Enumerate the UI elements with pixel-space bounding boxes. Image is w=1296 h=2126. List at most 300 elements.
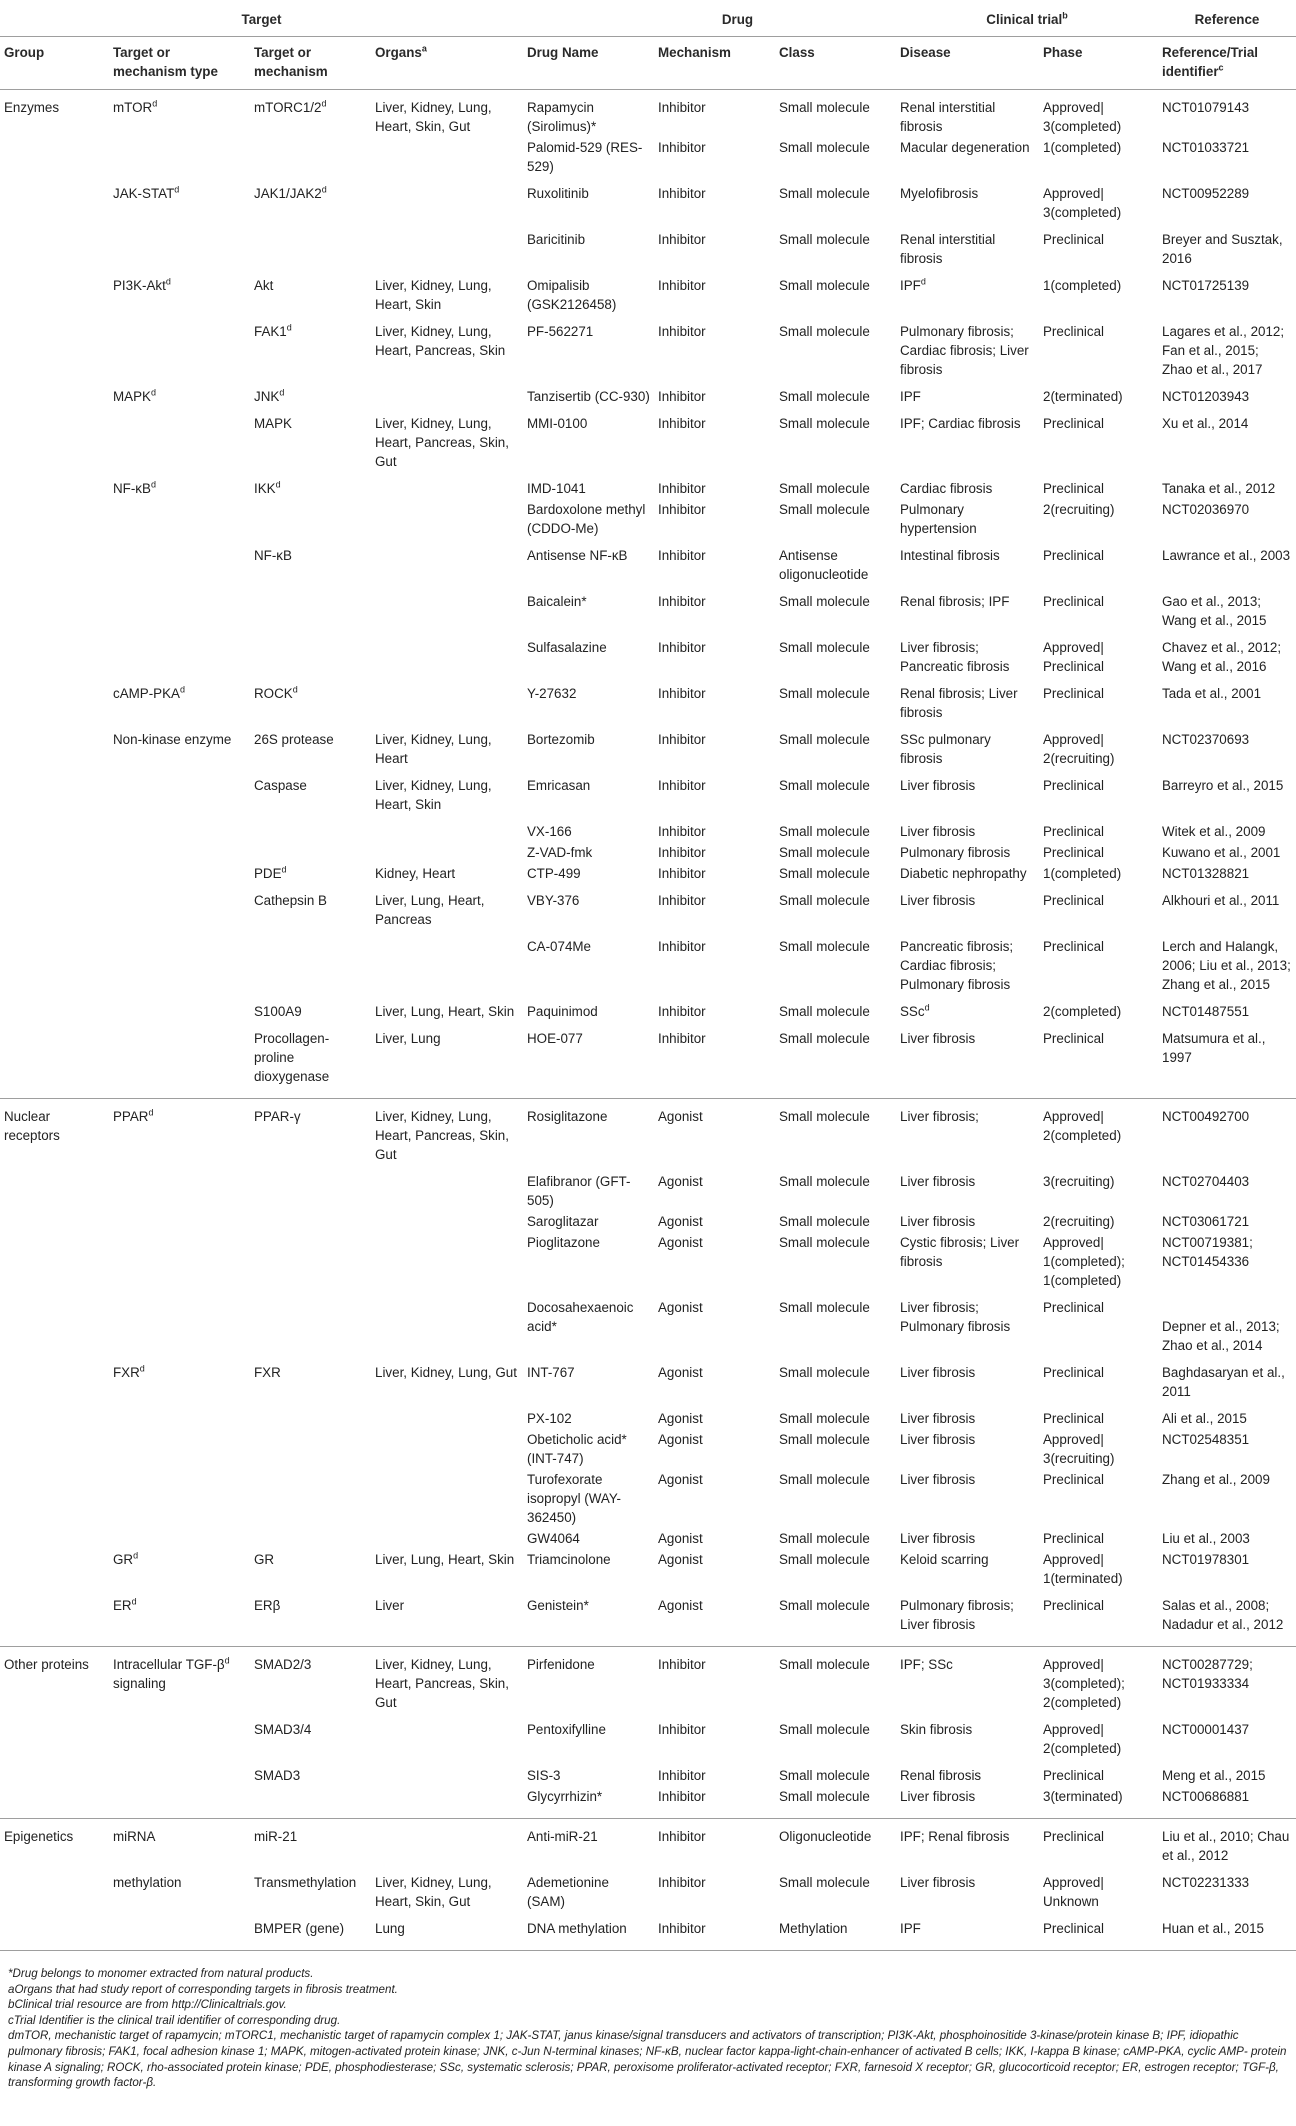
cell-class: Small molecule: [779, 1174, 870, 1189]
table-row: [0, 1865, 1296, 1911]
cell-organs: Liver, Kidney, Lung, Heart, Skin, Gut: [375, 1875, 492, 1909]
cell-organs: Liver, Lung, Heart, Skin: [375, 1004, 515, 1019]
cell-reference: NCT01725139: [1162, 278, 1250, 293]
cell-organs: Liver, Kidney, Lung, Heart, Pancreas, Skin, Gut: [371, 1647, 523, 1713]
cell-class: Small molecule: [779, 939, 870, 954]
col-phase: Phase: [1039, 37, 1158, 90]
cell-class: Small molecule: [779, 893, 870, 908]
cell-organs: [371, 1428, 523, 1468]
cell-drug-mechanism: Inhibitor: [654, 1647, 775, 1713]
cell-phase: 1(completed): [1043, 278, 1122, 293]
cell-phase: Preclinical: [1043, 939, 1105, 954]
cell-class: Small molecule: [779, 1722, 870, 1737]
cell-group: [0, 1468, 109, 1527]
cell-group: [0, 379, 109, 406]
cell-phase: Preclinical: [1043, 778, 1105, 793]
cell-disease: Renal interstitial fibrosis: [900, 232, 996, 266]
cell-phase: Approved| Unknown: [1043, 1875, 1104, 1909]
cell-phase: Preclinical: [1043, 686, 1105, 701]
table-row: [0, 1355, 1296, 1401]
cell-group: [0, 406, 109, 471]
cell-target: mTORC1/2$^d$: [254, 98, 327, 115]
cell-reference: Tanaka et al., 2012: [1162, 481, 1276, 496]
cell-organs: Liver, Kidney, Lung, Heart, Pancreas, Skin, Gut: [375, 416, 509, 469]
cell-organs: Liver, Kidney, Lung, Heart, Skin, Gut: [375, 100, 492, 134]
table-row: [0, 862, 1296, 883]
cell-mechanism-type: miRNA: [109, 1819, 250, 1866]
cell-reference: NCT01978301: [1162, 1552, 1250, 1567]
cell-disease: Renal fibrosis; IPF: [900, 594, 1010, 609]
cell-phase: Preclinical: [1043, 1472, 1105, 1487]
cell-phase: Preclinical: [1039, 1911, 1158, 1951]
cell-class: Small molecule: [779, 416, 870, 431]
cell-drug-name: Tanzisertib (CC-930): [527, 389, 650, 404]
cell-class: Small molecule: [779, 389, 870, 404]
table-row: [0, 268, 1296, 314]
cell-mechanism-type: [109, 1428, 250, 1468]
cell-drug-mechanism: Inhibitor: [654, 1021, 775, 1099]
table-row: [0, 471, 1296, 498]
cell-drug-mechanism: Agonist: [658, 1432, 703, 1447]
cell-phase: Preclinical: [1043, 481, 1105, 496]
cell-drug-name: Pentoxifylline: [527, 1722, 606, 1737]
table-row: [0, 1588, 1296, 1647]
cell-class: Small molecule: [779, 1411, 870, 1426]
table-row: [0, 841, 1296, 862]
cell-target: FAK1$^d$: [254, 322, 292, 339]
cell-phase: Preclinical: [1043, 416, 1105, 431]
cell-class: Small molecule: [779, 866, 870, 881]
cell-drug-name: CA-074Me: [527, 939, 592, 954]
cell-drug-name: Turofexorate isopropyl (WAY-362450): [527, 1472, 622, 1525]
cell-class: Small molecule: [779, 1552, 870, 1567]
cell-reference: Liu et al., 2010; Chau et al., 2012: [1158, 1819, 1296, 1866]
cell-organs: Liver, Kidney, Lung, Heart, Pancreas, Skin, Gut: [371, 1099, 523, 1165]
cell-phase: 2(terminated): [1043, 389, 1123, 404]
cell-drug-mechanism: Inhibitor: [658, 1004, 706, 1019]
cell-class: Small molecule: [779, 1472, 870, 1487]
cell-group: [0, 268, 109, 314]
cell-organs: Liver, Kidney, Lung, Heart, Skin: [375, 278, 492, 312]
cell-disease: IPF: [900, 389, 921, 404]
cell-organs: [371, 1231, 523, 1290]
cell-drug-mechanism: Inhibitor: [658, 389, 706, 404]
cell-disease: IPF; SSc: [896, 1647, 1039, 1713]
cell-class: Small molecule: [779, 100, 870, 115]
cell-phase: Preclinical: [1043, 893, 1105, 908]
cell-target: FXR: [254, 1365, 281, 1380]
cell-reference: Huan et al., 2015: [1158, 1911, 1296, 1951]
cell-class: Methylation: [775, 1911, 896, 1951]
cell-target: SMAD3/4: [254, 1722, 312, 1737]
cell-drug-name: IMD-1041: [527, 481, 586, 496]
cell-mechanism-type: [109, 630, 250, 676]
table-row: [0, 722, 1296, 768]
cell-mechanism-type: [109, 1785, 250, 1819]
cell-reference: Meng et al., 2015: [1162, 1768, 1266, 1783]
header-group-row: [0, 6, 1296, 37]
footnotes: [8, 1966, 1288, 2091]
cell-target: [250, 630, 371, 676]
cell-mechanism-type: cAMP-PKA$^d$: [113, 684, 185, 701]
table-row: [0, 1785, 1296, 1819]
cell-target: [250, 1290, 371, 1355]
cell-reference: Matsumura et al., 1997: [1158, 1021, 1296, 1099]
cell-disease: SSc$^d$: [900, 1002, 930, 1019]
table-row: [0, 676, 1296, 722]
cell-drug-mechanism: Inhibitor: [658, 732, 706, 747]
cell-class: Small molecule: [775, 1021, 896, 1099]
cell-organs: [371, 1712, 523, 1758]
table-row: [0, 1428, 1296, 1468]
cell-reference: Witek et al., 2009: [1162, 824, 1266, 839]
cell-mechanism-type: [109, 883, 250, 929]
cell-drug-mechanism: Inhibitor: [658, 481, 706, 496]
cell-phase: Preclinical: [1043, 548, 1105, 563]
cell-phase: Approved| Preclinical: [1043, 640, 1105, 674]
cell-organs: Liver: [371, 1588, 523, 1647]
cell-organs: [371, 1290, 523, 1355]
cell-organs: [371, 584, 523, 630]
cell-phase: Preclinical: [1043, 1365, 1105, 1380]
cell-group: [0, 768, 109, 814]
cell-drug-name: Pirfenidone: [523, 1647, 654, 1713]
cell-mechanism-type: [109, 222, 250, 268]
cell-organs: [371, 676, 523, 722]
cell-reference: NCT01079143: [1162, 100, 1250, 115]
table-row: [0, 1712, 1296, 1758]
cell-group: [0, 498, 109, 538]
header-column-row: [0, 37, 1296, 90]
cell-drug-mechanism: Inhibitor: [658, 686, 706, 701]
table-row: [0, 994, 1296, 1021]
cell-reference: NCT02231333: [1162, 1875, 1250, 1890]
cell-reference: Liu et al., 2003: [1162, 1531, 1250, 1546]
cell-group: [0, 136, 109, 176]
cell-phase: Preclinical: [1039, 1588, 1158, 1647]
cell-target: Akt: [254, 278, 274, 293]
cell-drug-mechanism: Inhibitor: [658, 1875, 706, 1890]
cell-mechanism-type: [109, 1401, 250, 1428]
cell-phase: Approved| 1(terminated): [1043, 1552, 1123, 1586]
cell-organs: Liver, Kidney, Lung, Heart: [375, 732, 492, 766]
cell-phase: Preclinical: [1043, 845, 1105, 860]
cell-disease: IPF: [896, 1911, 1039, 1951]
cell-mechanism-type: [109, 1758, 250, 1785]
cell-disease: Liver fibrosis: [900, 1472, 976, 1487]
cell-disease: Macular degeneration: [900, 140, 1030, 155]
col-disease: Disease: [896, 37, 1039, 90]
cell-group: [0, 1588, 109, 1647]
cell-drug-name: Rapamycin (Sirolimus)*: [527, 100, 597, 134]
cell-drug-mechanism: Agonist: [658, 1531, 703, 1546]
cell-target: [250, 929, 371, 994]
cell-target: PPAR-γ: [250, 1099, 371, 1165]
cell-drug-name: Triamcinolone: [527, 1552, 611, 1567]
cell-phase: 2(recruiting): [1043, 1214, 1115, 1229]
cell-drug-mechanism: Inhibitor: [658, 1722, 706, 1737]
cell-drug-mechanism: Inhibitor: [654, 1911, 775, 1951]
table-row: [0, 1819, 1296, 1866]
cell-drug-name: Genistein*: [523, 1588, 654, 1647]
cell-drug-mechanism: Agonist: [658, 1365, 703, 1380]
cell-disease: Liver fibrosis; Pancreatic fibrosis: [900, 640, 1010, 674]
cell-target: [250, 1231, 371, 1290]
cell-disease: Pulmonary fibrosis; Cardiac fibrosis; Liver fibrosis: [900, 324, 1029, 377]
table-row: [0, 498, 1296, 538]
cell-disease: Diabetic nephropathy: [900, 866, 1027, 881]
cell-drug-name: DNA methylation: [523, 1911, 654, 1951]
cell-reference: NCT03061721: [1162, 1214, 1250, 1229]
cell-class: Small molecule: [779, 232, 870, 247]
cell-phase: Approved| 2(completed): [1039, 1099, 1158, 1165]
cell-disease: Liver fibrosis: [900, 1411, 976, 1426]
cell-class: Small molecule: [779, 278, 870, 293]
cell-reference: Barreyro et al., 2015: [1162, 778, 1284, 793]
cell-drug-mechanism: Agonist: [654, 1099, 775, 1165]
cell-organs: Liver, Lung: [371, 1021, 523, 1099]
cell-disease: Renal interstitial fibrosis: [900, 100, 996, 134]
cell-class: Small molecule: [779, 1875, 870, 1890]
cell-reference: NCT00287729; NCT01933334: [1158, 1647, 1296, 1713]
cell-reference: NCT02370693: [1162, 732, 1250, 747]
cell-organs: Liver, Kidney, Lung, Heart, Skin: [375, 778, 492, 812]
cell-drug-name: VBY-376: [527, 893, 580, 908]
cell-class: Small molecule: [779, 594, 870, 609]
cell-mechanism-type: [109, 1712, 250, 1758]
cell-drug-mechanism: Agonist: [658, 1472, 703, 1487]
cell-mechanism-type: [109, 1911, 250, 1951]
cell-target: [250, 1401, 371, 1428]
cell-disease: IPF; Renal fibrosis: [896, 1819, 1039, 1866]
cell-target: ERβ: [250, 1588, 371, 1647]
cell-reference: NCT00719381; NCT01454336: [1162, 1235, 1253, 1269]
cell-drug-name: Obeticholic acid* (INT-747): [527, 1432, 627, 1466]
cell-drug-mechanism: Inhibitor: [658, 893, 706, 908]
cell-class: Small molecule: [779, 1300, 870, 1315]
cell-drug-name: Antisense NF-κB: [527, 548, 628, 563]
cell-drug-mechanism: Inhibitor: [658, 548, 706, 563]
cell-drug-mechanism: Inhibitor: [658, 324, 706, 339]
cell-reference: Zhang et al., 2009: [1162, 1472, 1270, 1487]
cell-class: Small molecule: [779, 324, 870, 339]
cell-group: [0, 1428, 109, 1468]
cell-mechanism-type: $ER^d$: [109, 1588, 250, 1647]
cell-reference: NCT01203943: [1162, 389, 1250, 404]
table-row: [0, 136, 1296, 176]
cell-disease: Skin fibrosis: [900, 1722, 973, 1737]
cell-phase: Preclinical: [1039, 1819, 1158, 1866]
cell-target: S100A9: [254, 1004, 302, 1019]
cell-target: [250, 1428, 371, 1468]
cell-drug-mechanism: Inhibitor: [658, 824, 706, 839]
cell-group: [0, 1865, 109, 1911]
cell-group: Epigenetics: [0, 1819, 109, 1866]
cell-phase: 3(terminated): [1039, 1785, 1158, 1819]
cell-mechanism-type: [109, 1210, 250, 1231]
cell-disease: Liver fibrosis: [900, 1365, 976, 1380]
cell-drug-name: Bortezomib: [527, 732, 595, 747]
cell-target: SMAD2/3: [250, 1647, 371, 1713]
table-row: [0, 1468, 1296, 1527]
col-drug-mechanism: Mechanism: [654, 37, 775, 90]
cell-class: Small molecule: [779, 1235, 870, 1250]
cell-mechanism-type: PI3K-Akt$^d$: [113, 276, 171, 293]
cell-target: [250, 136, 371, 176]
cell-class: Small molecule: [779, 640, 870, 655]
cell-disease: Liver fibrosis; Pulmonary fibrosis: [900, 1300, 1011, 1334]
cell-reference: Depner et al., 2013; Zhao et al., 2014: [1162, 1319, 1280, 1353]
cell-group: [0, 222, 109, 268]
cell-group: [0, 1355, 109, 1401]
col-organs: Organs$^a$: [371, 37, 523, 90]
cell-organs: [371, 1758, 523, 1785]
cell-group: [0, 1231, 109, 1290]
table-row: [0, 883, 1296, 929]
cell-phase: Approved| 3(completed); 2(completed): [1039, 1647, 1158, 1713]
cell-reference: Alkhouri et al., 2011: [1162, 893, 1280, 908]
cell-target: [250, 1468, 371, 1527]
cell-drug-mechanism: Inhibitor: [658, 866, 706, 881]
cell-reference: Ali et al., 2015: [1162, 1411, 1247, 1426]
cell-drug-mechanism: Agonist: [658, 1214, 703, 1229]
cell-reference: Xu et al., 2014: [1162, 416, 1249, 431]
cell-group: [0, 722, 109, 768]
cell-group: [0, 1021, 109, 1099]
cell-target: [250, 584, 371, 630]
cell-group: Nuclear receptors: [0, 1099, 109, 1165]
cell-group: Other proteins: [0, 1647, 109, 1713]
cell-drug-name: Emricasan: [527, 778, 591, 793]
cell-disease: Keloid scarring: [900, 1552, 989, 1567]
table-row: [0, 1527, 1296, 1548]
table-row: [0, 1164, 1296, 1210]
cell-disease: Pulmonary fibrosis; Liver fibrosis: [896, 1588, 1039, 1647]
cell-phase: Approved| 3(completed): [1043, 186, 1122, 220]
cell-drug-name: Rosiglitazone: [523, 1099, 654, 1165]
cell-mechanism-type: [109, 1290, 250, 1355]
cell-drug-name: VX-166: [527, 824, 572, 839]
col-group: Group: [0, 37, 109, 90]
cell-class: Small molecule: [779, 1365, 870, 1380]
cell-phase: Preclinical: [1043, 1531, 1105, 1546]
fibrosis-drug-table: [0, 6, 1296, 1951]
cell-drug-mechanism: Agonist: [658, 1174, 703, 1189]
cell-group: [0, 676, 109, 722]
cell-phase: Approved| 2(recruiting): [1043, 732, 1115, 766]
table-row: [0, 1290, 1296, 1355]
cell-phase: 3(recruiting): [1043, 1174, 1115, 1189]
cell-disease: Myelofibrosis: [900, 186, 979, 201]
cell-reference: NCT00001437: [1162, 1722, 1250, 1737]
cell-drug-mechanism: Inhibitor: [658, 232, 706, 247]
cell-target: SMAD3: [254, 1768, 301, 1783]
cell-class: Small molecule: [779, 1432, 870, 1447]
cell-organs: Liver, Kidney, Lung, Gut: [375, 1365, 517, 1380]
table-row: [0, 1021, 1296, 1099]
cell-group: [0, 1290, 109, 1355]
cell-class: Small molecule: [779, 1214, 870, 1229]
cell-reference: Salas et al., 2008; Nadadur et al., 2012: [1158, 1588, 1296, 1647]
cell-organs: [371, 538, 523, 584]
cell-mechanism-type: [109, 584, 250, 630]
cell-reference: Tada et al., 2001: [1162, 686, 1262, 701]
cell-drug-mechanism: Inhibitor: [658, 594, 706, 609]
cell-drug-mechanism: Inhibitor: [658, 502, 706, 517]
cell-organs: [371, 1164, 523, 1210]
cell-group: [0, 1164, 109, 1210]
cell-drug-name: Docosahexaenoic acid*: [527, 1300, 634, 1334]
cell-phase: 2(completed): [1043, 1004, 1122, 1019]
cell-target: 26S protease: [254, 732, 334, 747]
cell-organs: Lung: [371, 1911, 523, 1951]
cell-mechanism-type: [109, 841, 250, 862]
cell-class: Small molecule: [779, 481, 870, 496]
cell-group: [0, 1911, 109, 1951]
cell-group: [0, 862, 109, 883]
cell-reference: NCT00952289: [1162, 186, 1250, 201]
cell-drug-name: Sulfasalazine: [527, 640, 607, 655]
cell-disease: Liver fibrosis: [900, 1531, 976, 1546]
cell-organs: [371, 222, 523, 268]
table-row: [0, 406, 1296, 471]
cell-disease: Liver fibrosis: [900, 893, 976, 908]
cell-phase: Preclinical: [1043, 324, 1105, 339]
cell-target: PDE$^d$: [254, 864, 287, 881]
footnote: cTrial Identifier is the clinical trail identifier of corresponding drug.: [8, 2013, 341, 2027]
col-target: Target or mechanism: [250, 37, 371, 90]
cell-reference: Kuwano et al., 2001: [1162, 845, 1281, 860]
table-body: [0, 90, 1296, 1951]
header-group-clinical-trial: Clinical trial$^b$: [896, 6, 1158, 37]
cell-organs: [371, 630, 523, 676]
cell-group: [0, 994, 109, 1021]
cell-group: [0, 1527, 109, 1548]
cell-target: [250, 222, 371, 268]
cell-target: [250, 1210, 371, 1231]
cell-mechanism-type: [109, 768, 250, 814]
cell-drug-name: INT-767: [527, 1365, 575, 1380]
cell-drug-name: Paquinimod: [527, 1004, 598, 1019]
cell-disease: Intestinal fibrosis: [900, 548, 1000, 563]
cell-drug-name: Bardoxolone methyl (CDDO-Me): [527, 502, 646, 536]
cell-target: [250, 1785, 371, 1819]
cell-group: [0, 1548, 109, 1588]
cell-drug-mechanism: Inhibitor: [658, 939, 706, 954]
cell-reference: Breyer and Susztak, 2016: [1162, 232, 1283, 266]
cell-group: [0, 841, 109, 862]
col-class: Class: [775, 37, 896, 90]
cell-mechanism-type: [109, 538, 250, 584]
cell-target: miR-21: [250, 1819, 371, 1866]
cell-reference: NCT00492700: [1158, 1099, 1296, 1165]
cell-group: [0, 1401, 109, 1428]
cell-group: [0, 471, 109, 498]
cell-reference: Lawrance et al., 2003: [1162, 548, 1291, 563]
cell-phase: Preclinical: [1043, 1768, 1105, 1783]
cell-target: [250, 841, 371, 862]
cell-phase: 1(completed): [1043, 866, 1122, 881]
cell-disease: Pancreatic fibrosis; Cardiac fibrosis; Pulmonary fibrosis: [900, 939, 1014, 992]
cell-target: Transmethylation: [254, 1875, 357, 1890]
table-row: [0, 1647, 1296, 1713]
cell-drug-name: Ruxolitinib: [527, 186, 589, 201]
cell-mechanism-type: [109, 136, 250, 176]
cell-mechanism-type: PPAR$^d$: [109, 1099, 250, 1165]
cell-organs: Liver, Lung, Heart, Skin: [375, 1552, 515, 1567]
cell-group: [0, 1712, 109, 1758]
table-row: [0, 1210, 1296, 1231]
